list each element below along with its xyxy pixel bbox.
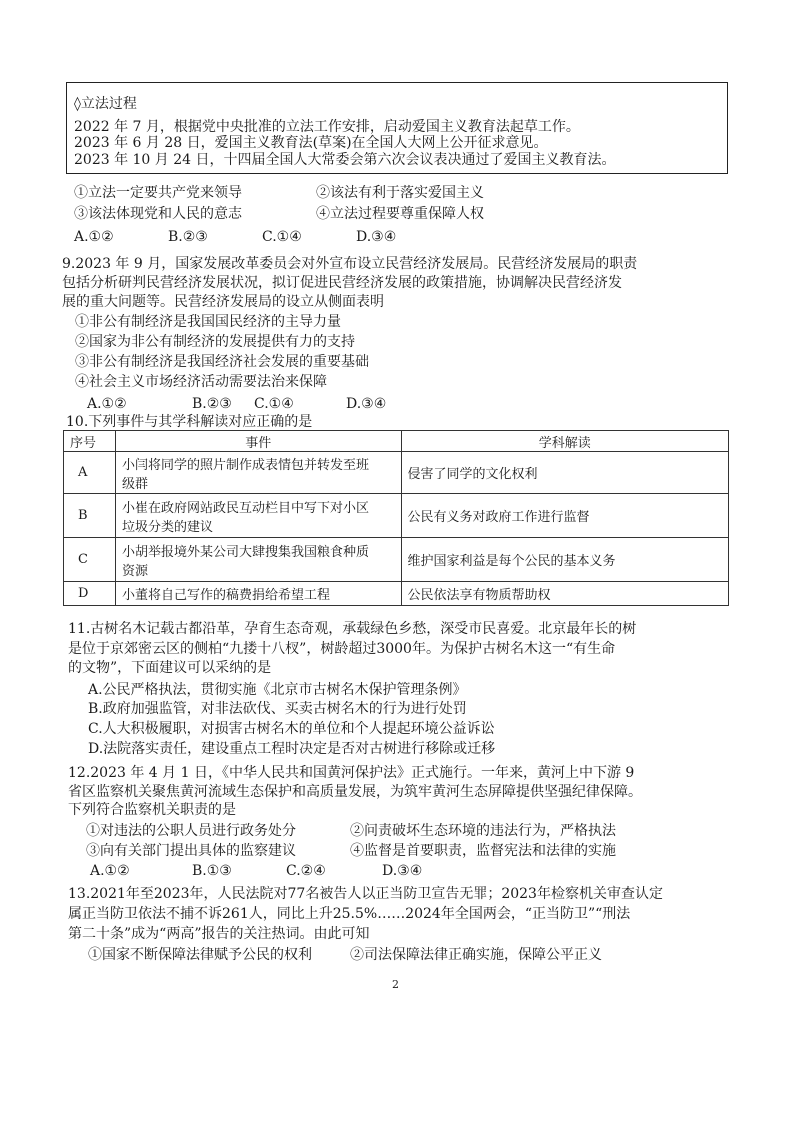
q12-choice-c: C.②④	[286, 863, 326, 879]
row-reading: 维护国家利益是每个公民的基本义务	[401, 538, 729, 582]
row-seq: A	[64, 452, 116, 494]
event-line: 资源	[121, 563, 148, 579]
q9-choice-d: D.③④	[346, 396, 387, 412]
q10-stem: 10.下列事件与其学科解读对应正确的是	[66, 414, 313, 430]
row-event	[115, 538, 401, 582]
page-number: 2	[392, 978, 399, 991]
q12-choice-a: A.①②	[90, 863, 130, 879]
q13-stem-line: 13.2021年至2023年，人民法院对77名被告人以正当防卫宣告无罪；2023年检察机关审查认定	[68, 886, 663, 902]
q9-option: ②国家为非公有制经济的发展提供有力的支持	[75, 334, 355, 350]
q9-choice-b: B.②③	[192, 396, 232, 412]
row-reading: 公民依法享有物质帮助权	[401, 582, 729, 606]
event-line: 垃圾分类的建议	[121, 519, 213, 535]
event-line: 小崔在政府网站政民互动栏目中写下对小区	[121, 500, 369, 516]
q12-stem-line: 省区监察机关聚焦黄河流域生态保护和高质量发展，为筑牢黄河生态屏障提供坚强纪律保障。	[68, 784, 642, 800]
q12-choice-b: B.①③	[192, 863, 232, 879]
header-reading: 学科解读	[401, 431, 729, 452]
q11-stem-line: 是位于京郊密云区的侧柏“九搂十八杈”，树龄超过3000年。为保护古树名木这一“有生命	[68, 641, 616, 657]
table-row	[64, 494, 729, 538]
box-line: 2023 年 10 月 24 日，十四届全国人大常委会第六次会议表决通过了爱国主义教育法。	[74, 152, 616, 168]
q12-choice-d: D.③④	[382, 863, 423, 879]
q11-stem-line: 的文物”，下面建议可以采纳的是	[68, 660, 272, 676]
row-event	[115, 452, 401, 494]
row-reading: 公民有义务对政府工作进行监督	[401, 494, 729, 538]
q8-option: ④立法过程要尊重保障人权	[316, 206, 484, 222]
q8-option: ①立法一定要共产党来领导	[74, 185, 242, 201]
q12-option: ①对违法的公职人员进行政务处分	[86, 823, 296, 839]
q11-stem-line: 11.古树名木记载古都沿革，孕育生态奇观，承载绿色乡愁，深受市民喜爱。北京最年长的树	[68, 621, 637, 637]
row-seq: D	[64, 582, 116, 606]
row-event	[115, 582, 401, 606]
q11-choice-c: C.人大积极履职，对损害古树名木的单位和个人提起环境公益诉讼	[88, 721, 495, 737]
q12-stem-line: 下列符合监察机关职责的是	[68, 802, 236, 818]
q8-option: ②该法有利于落实爱国主义	[316, 185, 484, 201]
q13-option: ②司法保障法律正确实施，保障公平正义	[350, 947, 602, 963]
q9-choice-a: A.①②	[87, 396, 127, 412]
q9-choice-c: C.①④	[254, 396, 294, 412]
box-title: ◊立法过程	[74, 96, 137, 112]
table-row	[64, 582, 729, 606]
header-event: 事件	[115, 431, 401, 452]
event-line: 小董将自己写作的稿费捐给希望工程	[121, 588, 330, 603]
q8-choice-b: B.②③	[168, 229, 208, 245]
q11-choice-a: A.公民严格执法，贯彻实施《北京市古树名木保护管理条例》	[88, 682, 467, 698]
box-line: 2022 年 7 月，根据党中央批准的立法工作安排，启动爱国主义教育法起草工作。	[74, 119, 580, 135]
row-seq: B	[64, 494, 116, 538]
box-line: 2023 年 6 月 28 日，爱国主义教育法(草案)在全国人大网上公开征求意见。	[74, 135, 548, 151]
q9-option: ④社会主义市场经济活动需要法治来保障	[75, 374, 327, 390]
q11-choice-b: B.政府加强监管，对非法砍伐、买卖古树名木的行为进行处罚	[88, 701, 467, 717]
q12-option: ③向有关部门提出具体的监察建议	[86, 843, 296, 859]
q8-choice-a: A.①②	[74, 229, 114, 245]
q8-choice-d: D.③④	[356, 229, 397, 245]
event-line: 小胡举报境外某公司大肆搜集我国粮食种质	[121, 544, 369, 560]
q9-stem-line: 展的重大问题等。民营经济发展局的设立从侧面表明	[62, 294, 384, 310]
q11-choice-d: D.法院落实责任，建设重点工程时决定是否对古树进行移除或迁移	[88, 741, 496, 757]
table-header-row	[64, 431, 729, 452]
row-seq: C	[64, 538, 116, 582]
q9-stem-line: 9.2023 年 9 月，国家发展改革委员会对外宣布设立民营经济发展局。民营经济发展局的职责	[62, 256, 638, 272]
q10-table	[63, 430, 729, 606]
q8-choice-c: C.①④	[262, 229, 302, 245]
q13-option: ①国家不断保障法律赋予公民的权利	[88, 947, 312, 963]
q9-option: ①非公有制经济是我国国民经济的主导力量	[75, 314, 341, 330]
q12-stem-line: 12.2023 年 4 月 1 日，《中华人民共和国黄河保护法》正式施行。一年来，黄河上中下游 9	[68, 765, 635, 781]
q13-stem-line: 第二十条”成为“两高”报告的关注热词。由此可知	[68, 926, 370, 942]
table-row	[64, 452, 729, 494]
event-line: 级群	[121, 476, 148, 492]
q12-option: ④监督是首要职责，监督宪法和法律的实施	[350, 843, 616, 859]
table-row	[64, 538, 729, 582]
q9-option: ③非公有制经济是我国经济社会发展的重要基础	[75, 354, 369, 370]
header-seq: 序号	[64, 431, 116, 452]
event-line: 小闫将同学的照片制作成表情包并转发至班	[121, 457, 369, 473]
q8-option: ③该法体现党和人民的意志	[74, 206, 242, 222]
row-event	[115, 494, 401, 538]
row-reading: 侵害了同学的文化权利	[401, 452, 729, 494]
q12-option: ②问责破坏生态环境的违法行为，严格执法	[350, 823, 616, 839]
q9-stem-line: 包括分析研判民营经济发展状况，拟订促进民营经济发展的政策措施，协调解决民营经济发	[62, 275, 622, 291]
q13-stem-line: 属正当防卫依法不捕不诉261人，同比上升25.5%……2024年全国两会，“正当防卫”“刑法	[68, 906, 631, 922]
